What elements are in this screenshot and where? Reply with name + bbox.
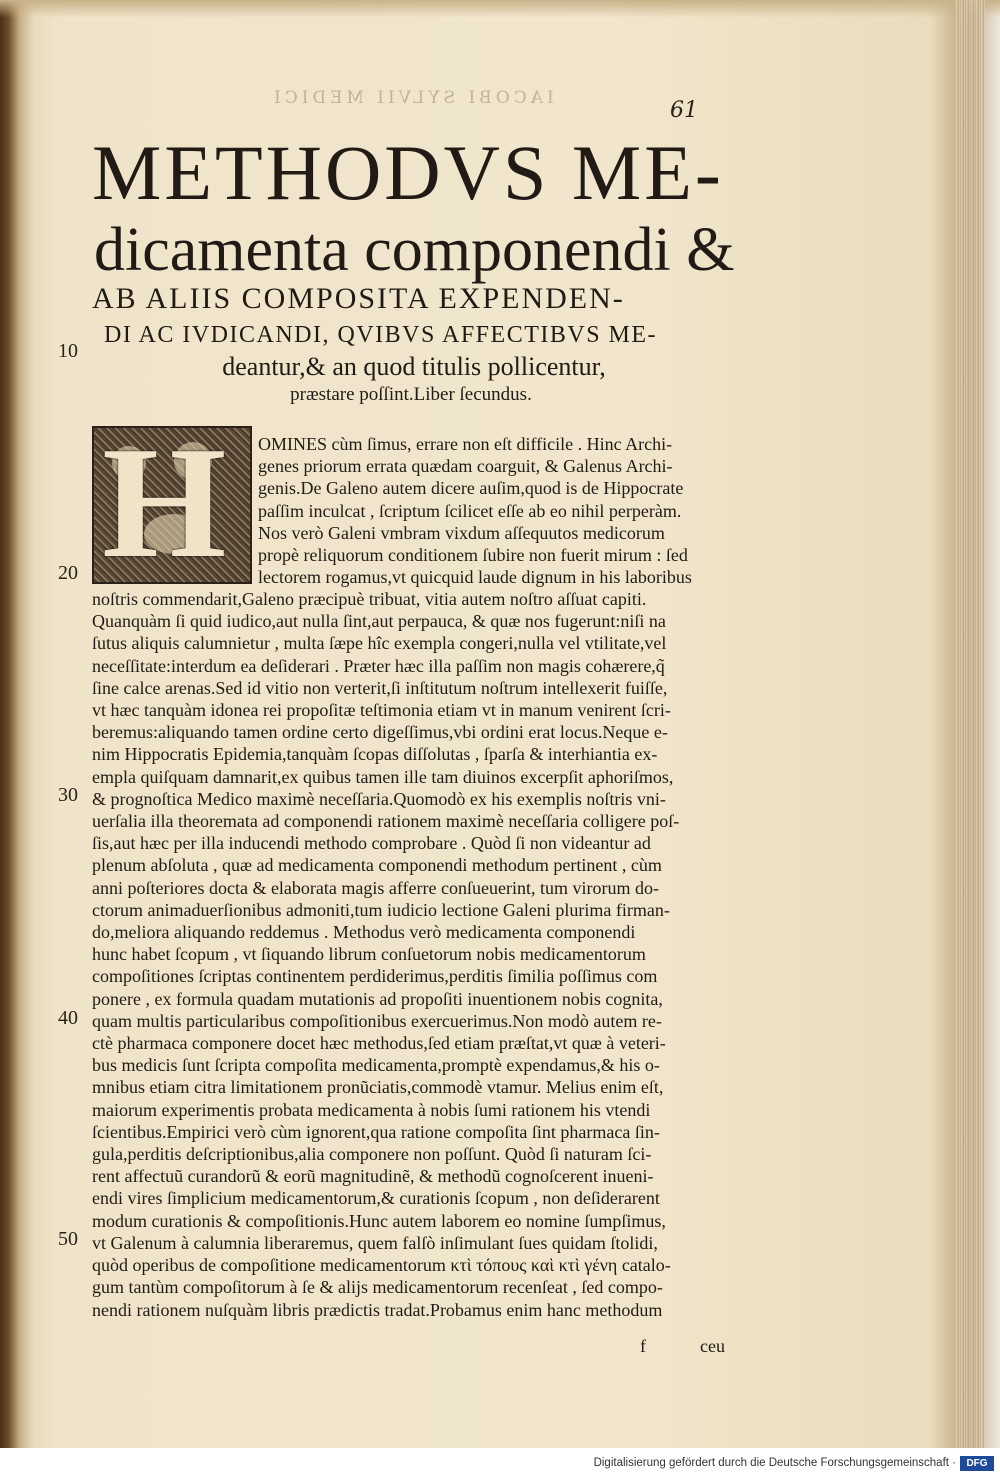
title-line-3: AB ALIIS COMPOSITA EXPENDEN- [92,282,625,315]
catchword: ceu [700,1336,725,1356]
text-line: ſutus aliquis calumnietur , multa ſæpe hîc exempla congeri,nulla vel vtilitate,vel [92,633,667,654]
text-line: bus medicis ſunt ſcripta compoſita medicamenta,promptè expendamus,& his o- [92,1055,660,1076]
text-line: ponere , ex formula quadam mutationis ad propoſiti inuentionem nobis cognita, [92,988,663,1009]
title-line-5: deantur,& an quod titulis pollicentur, [222,352,606,381]
text-line: neceſſitate:interdum ea deſiderari . Præter hæc illa paſſim non magis cohærere,q̃ [92,655,665,676]
text-line: paſſim inculcat , ſcriptum ſcilicet eſſe ab eo nihil perperàm. [258,500,682,521]
text-line: OMINES cùm ſimus, errare non eſt difficile . Hinc Archi- [258,434,673,454]
dfg-logo: DFG [960,1456,994,1471]
text-line: nendi rationem nuſquàm libris prædictis tradat.Probamus enim hanc methodum [92,1299,663,1320]
signature-mark: f [640,1336,646,1356]
initial-paragraph [258,433,742,588]
body-text [92,588,742,1321]
text-line: vt Galenum à calumnia liberaremus, quem falſò inſimulant ſues quidam ſtolidi, [92,1232,658,1253]
text-line: & prognoſtica Medico maximè neceſſaria.Quomodò ex his exemplis noſtris vni- [92,788,666,809]
margin-number: 30 [58,784,78,806]
title-line-2: dicamenta componendi & [94,216,735,284]
page-edges [955,0,985,1448]
text-line: gula,perditis deſcriptionibus,alia componere non poſſunt. Quòd ſi naturam ſci- [92,1144,652,1165]
running-head-showthrough: IACOBI SYLVII MEDICI [270,88,554,108]
text-line: compoſitiones ſcriptas continentem perdiderimus,perditis ſimilia poſſimus com [92,966,658,987]
text-line: endi vires ſimplicium medicamentorum,& curationis ſcopum , non deſiderarent [92,1188,660,1209]
text-line: ſis,aut hæc per illa inducendi methodo comprobare . Quòd ſi non videantur ad [92,833,651,854]
text-line: ctorum animaduerſionibus admoniti,tum iudicio lectione Galeni plurima firman- [92,899,670,920]
top-shadow [0,0,1000,18]
margin-number: 50 [58,1228,78,1250]
text-line: ſcientibus.Empirici verò cùm ignorent,qua ratione compoſita ſint pharmaca ſin- [92,1121,660,1142]
funding-credit: Digitalisierung gefördert durch die Deutsche Forschungsgemeinschaft · [593,1457,956,1469]
initial-letter: H [102,426,227,584]
text-line: rent affectuũ curandorũ & eorũ magnitudinẽ, & methodũ cognoſcerent inueni- [92,1166,654,1187]
text-line: hunc habet ſcopum , vt ſiquando librum conſuetorum nobis medicamentorum [92,944,646,965]
text-line: plenum abſoluta , quæ ad medicamenta componendi methodum pertinent , cùm [92,855,662,876]
text-line: uerſalia illa theoremata ad componendi rationem maximè neceſſaria colligere poſ- [92,811,680,832]
footer-bar [0,1448,1000,1480]
text-line: Nos verò Galeni vmbram vixdum aſſequutos medicorum [258,522,665,543]
margin-number: 20 [58,562,78,584]
text-line: mnibus etiam citra limitationem pronũciatis,commodè vtamur. Melius enim eſt, [92,1077,664,1098]
title-line-6: præstare poſſint.Liber ſecundus. [290,384,532,405]
text-line: anni poſteriores docta & elaborata magis afferre conſueuerint, tum virorum do- [92,877,659,898]
text-line: quòd operibus de compoſitione medicamentorum κτὶ τόπους καὶ κτὶ γένη catalo- [92,1255,671,1276]
text-line: do,meliora aliquando reddemus . Methodus verò medicamenta componendi [92,922,636,943]
text-line: genis.De Galeno autem dicere auſim,quod is de Hippocrate [258,478,684,499]
text-line: propè reliquorum conditionem ſubire non fuerit mirum : ſed [258,545,688,566]
text-line: quam multis particularibus compoſitionibus exercuerimus.Non modò autem re- [92,1010,662,1031]
text-line: Quanquàm ſi quid iudico,aut nulla ſint,aut perpauca, & quæ nos fugerunt:niſi na [92,611,666,632]
text-line: nim Hippocratis Epidemia,tanquàm ſcopas diſſolutas , ſparſa & interhiantia ex- [92,744,658,765]
text-line: modum curationis & compoſitionis.Hunc autem laborem eo nomine ſumpſimus, [92,1210,666,1231]
title-line-4: DI AC IVDICANDI, QVIBVS AFFECTIBVS ME- [104,322,658,348]
text-line: genes priorum errata quædam coarguit, & Galenus Archi- [258,456,673,477]
text-line: gum tantùm compoſitorum à ſe & alijs medicamentorum recenſeat , ſed compo- [92,1277,663,1298]
text-line: lectorem rogamus,vt quicquid laude dignum in his laboribus [258,567,692,588]
text-line: beremus:aliquando tamen ordine certo digeſſimus,vbi ordini erat locus.Neque e- [92,722,668,743]
woodcut-initial [92,426,252,584]
margin-number: 10 [58,340,78,362]
text-line: noſtris commendarit,Galeno præcipuè tribuat, vitia autem noſtro aſſuat capiti. [92,589,647,609]
text-line: ſine calce arenas.Sed id vitio non verterit,ſi inſtitutum noſtrum intellexerit fuiſſe, [92,677,668,698]
text-line: empla quiſquam damnarit,ex quibus tamen ille tam diuinos excerpſit aphoriſmos, [92,766,674,787]
margin-number: 40 [58,1007,78,1029]
text-line: ctè pharmaca componere docet hæc methodus,ſed etiam præſtat,vt quæ à veteri- [92,1033,666,1054]
text-line: maiorum experimentis probata medicamenta à nobis ſumi rationem his vtendi [92,1099,651,1120]
text-line: vt hæc tanquàm idonea rei propoſitæ teſtimonia etiam vt in manum venirent ſcri- [92,700,671,721]
title-line-1: METHODVS ME- [92,129,724,216]
folio-number: 61 [670,98,698,123]
